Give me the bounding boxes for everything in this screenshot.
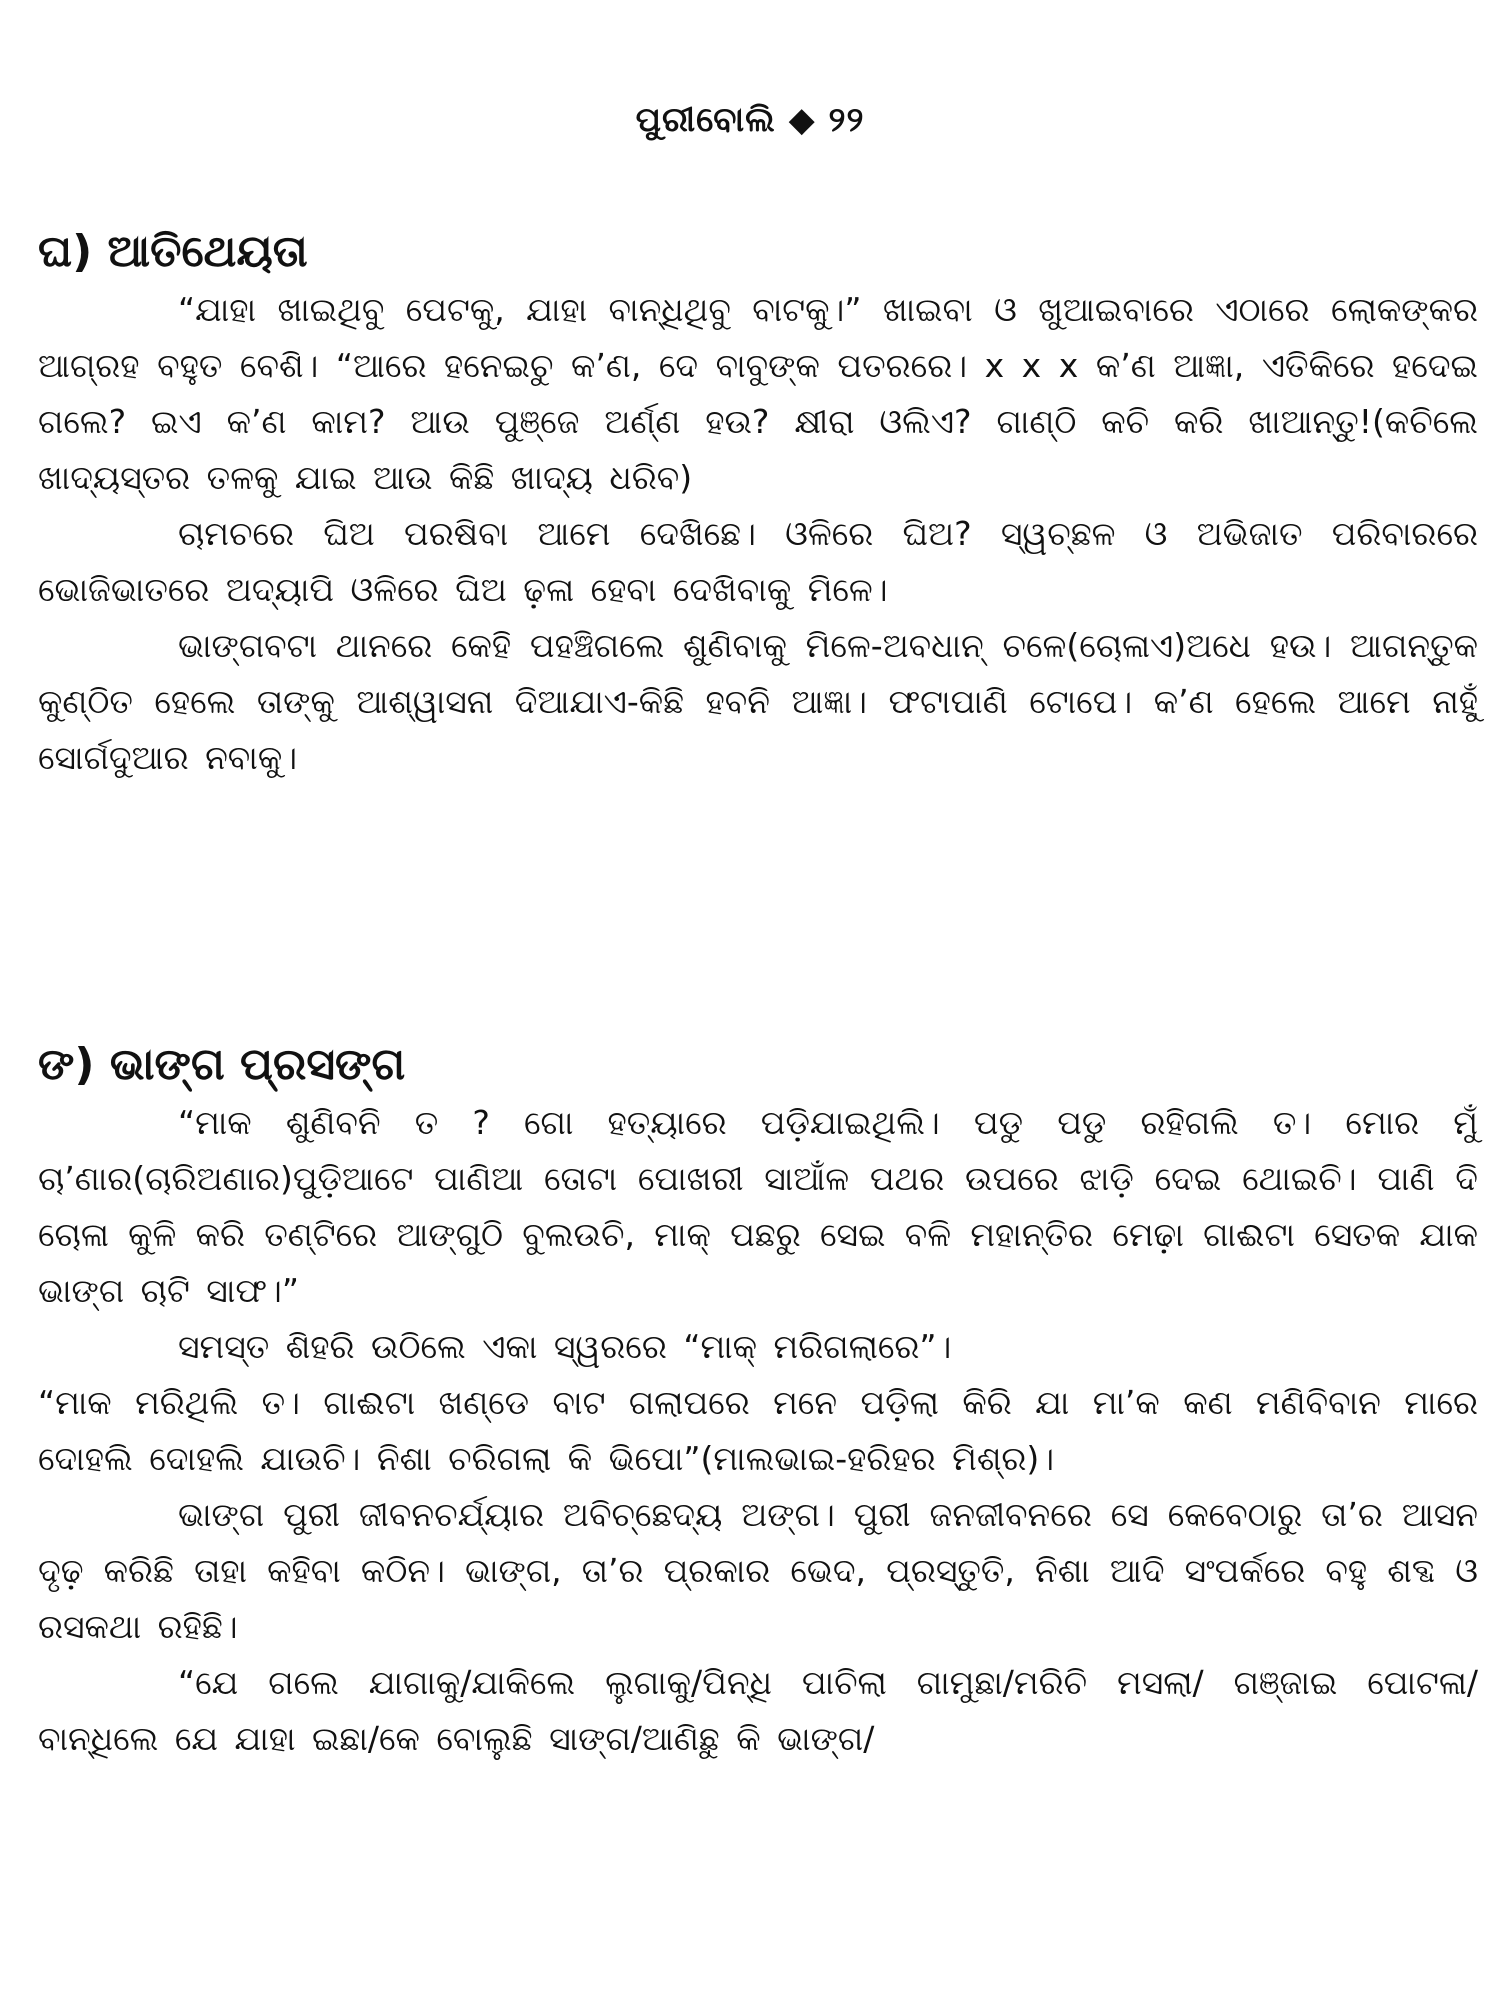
paragraph: ସମସ୍ତ ଶିହରି ଉଠିଲେ ଏକା ସ୍ୱରରେ “ମାକ୍ ମରିଗଲାରେ”।: [178, 1327, 952, 1366]
running-header: ପୁରୀବୋଲି ◆ ୨୨: [635, 100, 865, 140]
paragraph: ଭାଙ୍ଗ ପୁରୀ ଜୀବନଚର୍ଯ୍ୟାର ଅବିଚ୍ଛେଦ୍ୟ ଅଙ୍ଗ। ପୁରୀ ଜନଜୀବନରେ ସେ କେବେଠାରୁ ତା’ର ଆସନ ଦୃଢ଼ କରିଛି ତାହା କହିବା କଠିନ। ଭାଙ୍ଗ, ତା’ର ପ୍ରକାର ଭେଦ, ପ୍ରସ୍ତୁତି, ନିଶା ଆଦି ସଂପର୍କରେ ବହୁ ଶବ୍ଦ ଓ ରସକଥା ରହିଛି।: [38, 1495, 1478, 1646]
section-bhang: [38, 1035, 1478, 1767]
paragraph: “ମାକ ଶୁଣିବନି ତ ? ଗୋ ହତ୍ୟାରେ ପଡ଼ିଯାଇଥିଲି। ପଡୁ ପଡୁ ରହିଗଲି ତ। ମୋର ମୁଁ ଚା’ଣାର(ଚାରିଅଣାର)ପୁଡ଼ିଆଟେ ପାଣିଆ ତୋଟା ପୋଖରୀ ସାଆଁଳ ପଥର ଉପରେ ଝାଡ଼ି ଦେଇ ଥୋଇଚି। ପାଣି ଦି ଚୋଳା କୁଳି କରି ତଣ୍ଟିରେ ଆଙ୍ଗୁଠି ବୁଲଉଚି, ମାକ୍ ପଛରୁ ସେଇ ବଳି ମହାନ୍ତିର ମେଢ଼ା ଗାଈଟା ସେତକ ଯାକ ଭାଙ୍ଗ ଚାଟି ସାଫ।”: [38, 1103, 1478, 1310]
section-heading: ଘ) ଆତିଥେୟତା: [38, 226, 308, 277]
section-hospitality: [38, 222, 1478, 786]
paragraph: “ମାକ ମରିଥିଲି ତ। ଗାଈଟା ଖଣ୍ଡେ ବାଟ ଗଲାପରେ ମନେ ପଡ଼ିଲା କିରି ଯା ମା’କ କଣ ମଣିବିବାନ ମାରେ ଦୋହଲି ଦୋହଲି ଯାଉଚି। ନିଶା ଚରିଗଲା କି ଭିପୋ”(ମାଲଭାଇ-ହରିହର ମିଶ୍ର)।: [38, 1383, 1478, 1478]
paragraph: “ଯେ ଗଲେ ଯାଗାକୁ/ଯାକିଲେ ଲୁଗାକୁ/ପିନ୍ଧି ପାଚିଲା ଗାମୁଛା/ମରିଚି ମସଲା/ ଗଞ୍ଜାଇ ପୋଟଳା/ବାନ୍ଧିଲେ ଯେ ଯାହା ଇଛା/କେ ବୋଲୁଛି ସାଙ୍ଗ/ଆଣିଛୁ କି ଭାଙ୍ଗ/: [38, 1663, 1478, 1758]
paragraph: ଭାଙ୍ଗବଟା ଥାନରେ କେହି ପହଞ୍ଚିଗଲେ ଶୁଣିବାକୁ ମିଳେ-ଅବଧାନ୍ ଚଳେ(ଚୋଳାଏ)ଅଧେ ହଉ। ଆଗନ୍ତୁକ କୁଣ୍ଠିତ ହେଲେ ତାଙ୍କୁ ଆଶ୍ୱାସନା ଦିଆଯାଏ-କିଛି ହବନି ଆଜ୍ଞା। ଫଟାପାଣି ଟୋପେ। କ’ଣ ହେଲେ ଆମେ ନାହୁଁ ସୋର୍ଗଦୁଆର ନବାକୁ।: [38, 626, 1478, 777]
paragraph: “ଯାହା ଖାଇଥିବୁ ପେଟକୁ, ଯାହା ବାନ୍ଧିଥିବୁ ବାଟକୁ।” ଖାଇବା ଓ ଖୁଆଇବାରେ ଏଠାରେ ଲୋକଙ୍କର ଆଗ୍ରହ ବହୁତ ବେଶି। “ଆରେ ହନେଇଚୁ କ’ଣ, ଦେ ବାବୁଙ୍କ ପତରରେ। x x x କ’ଣ ଆଜ୍ଞା, ଏତିକିରେ ହଦେଇ ଗଲେ? ଇଏ କ’ଣ କାମ? ଆଉ ପୁଞ୍ଜେ ଅର୍ଣ୍ଣ ହଉ? କ୍ଷୀରା ଓଲିଏ? ଗାଣ୍ଠି କଚି କରି ଖାଆନ୍ତୁ!(କଚିଲେ ଖାଦ୍ୟସ୍ତର ତଳକୁ ଯାଇ ଆଉ କିଛି ଖାଦ୍ୟ ଧରିବ): [38, 290, 1478, 497]
paragraph: ଚାମଚରେ ଘିଅ ପରଷିବା ଆମେ ଦେଖିଛେ। ଓଳିରେ ଘିଅ? ସ୍ୱଚ୍ଛଳ ଓ ଅଭିଜାତ ପରିବାରରେ ଭୋଜିଭାତରେ ଅଦ୍ୟାପି ଓଳିରେ ଘିଅ ଢ଼ଳା ହେବା ଦେଖିବାକୁ ମିଳେ।: [38, 514, 1478, 609]
section-heading: ଙ) ଭାଙ୍ଗ ପ୍ରସଙ୍ଗ: [38, 1039, 406, 1090]
